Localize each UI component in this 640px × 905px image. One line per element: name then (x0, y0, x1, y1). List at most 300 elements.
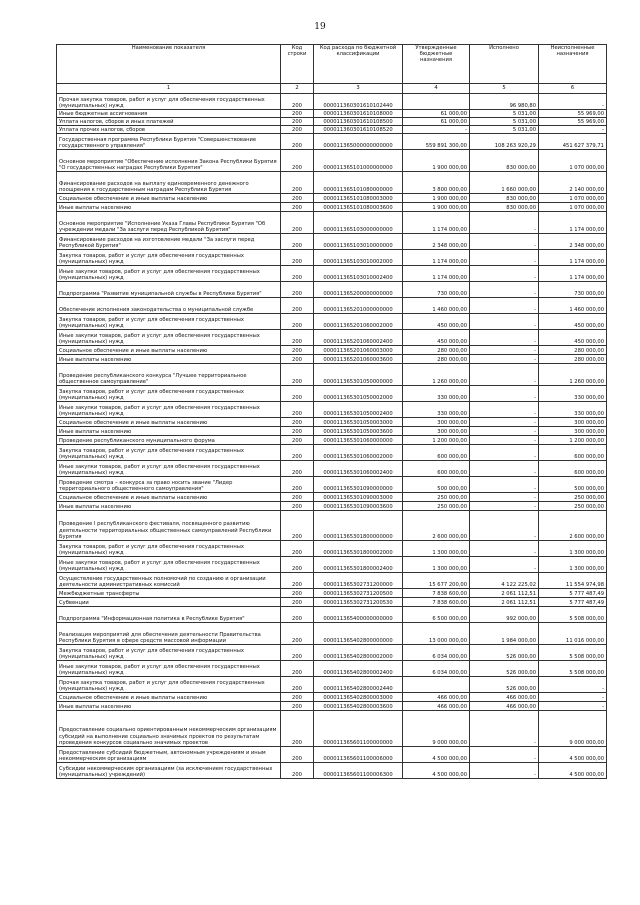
row-approved: 466 000,00 (403, 693, 470, 702)
row-line-code: 200 (281, 693, 314, 702)
row-line-code: 200 (281, 314, 314, 330)
row-name: Проведение республиканского муниципального форума (57, 436, 281, 445)
row-approved: 1 900 000,00 (403, 150, 470, 172)
row-executed: - (470, 402, 539, 418)
row-name: Закупка товаров, работ и услуг для обеспечения государственных (муниципальных) нужд (57, 445, 281, 461)
row-name: Межбюджетные трансферты (57, 589, 281, 598)
table-row (57, 234, 607, 250)
table-row (57, 330, 607, 346)
row-line-code: 200 (281, 364, 314, 386)
row-approved: 3 800 000,00 (403, 172, 470, 194)
table-row (57, 212, 607, 234)
row-expense-code: 000011365301060002000 (314, 445, 403, 461)
table-row (57, 250, 607, 266)
row-name: Социальное обеспечение и иные выплаты населению (57, 346, 281, 355)
table-row (57, 557, 607, 573)
table-row (57, 511, 607, 541)
table-row (57, 702, 607, 711)
row-unexecuted: 1 174 000,00 (539, 212, 607, 234)
table-row (57, 427, 607, 436)
row-approved: 1 260 000,00 (403, 364, 470, 386)
row-executed: - (470, 477, 539, 493)
row-executed: - (470, 364, 539, 386)
row-approved: 450 000,00 (403, 314, 470, 330)
row-executed: 96 980,80 (470, 94, 539, 110)
table-row (57, 194, 607, 203)
row-expense-code: 000011365301050003000 (314, 418, 403, 427)
row-unexecuted: 300 000,00 (539, 418, 607, 427)
row-name: Уплата прочих налогов, сборов (57, 126, 281, 134)
row-executed: 2 061 112,51 (470, 589, 539, 598)
row-name: Подпрограмма "Информационная политика в Республике Бурятия" (57, 607, 281, 623)
table-row (57, 203, 607, 212)
table-row (57, 150, 607, 172)
row-name: Иные выплаты населению (57, 427, 281, 436)
table-row (57, 346, 607, 355)
header-approved: Утвержденные бюджетные назначения (403, 45, 470, 84)
row-unexecuted: 1 200 000,00 (539, 436, 607, 445)
row-line-code: 200 (281, 702, 314, 711)
row-unexecuted: 300 000,00 (539, 427, 607, 436)
row-approved: 61 000,00 (403, 118, 470, 126)
row-line-code: 200 (281, 282, 314, 298)
row-approved: 6 500 000,00 (403, 607, 470, 623)
row-executed: - (470, 436, 539, 445)
row-expense-code: 000011365301050003600 (314, 427, 403, 436)
row-name: Закупка товаров, работ и услуг для обеспечения государственных (муниципальных) нужд (57, 314, 281, 330)
row-name: Подпрограмма "Развитие муниципальной службы в Республике Бурятия" (57, 282, 281, 298)
row-executed: - (470, 557, 539, 573)
page-number: 19 (314, 22, 326, 32)
row-unexecuted: 450 000,00 (539, 314, 607, 330)
table-row (57, 386, 607, 402)
row-expense-code: 000011365402800000000 (314, 623, 403, 645)
row-expense-code: 000011365302731200500 (314, 589, 403, 598)
row-approved: 61 000,00 (403, 110, 470, 118)
row-expense-code: 000011360301610108000 (314, 110, 403, 118)
row-line-code: 200 (281, 126, 314, 134)
row-name: Прочая закупка товаров, работ и услуг для обеспечения государственных (муниципальных) нужд (57, 94, 281, 110)
row-expense-code: 000011365402800002400 (314, 661, 403, 677)
row-approved: 6 034 000,00 (403, 645, 470, 661)
row-unexecuted: 1 070 000,00 (539, 150, 607, 172)
row-line-code: 200 (281, 194, 314, 203)
row-line-code: 200 (281, 436, 314, 445)
row-executed: 5 031,00 (470, 118, 539, 126)
row-expense-code: 000011365301050002000 (314, 386, 403, 402)
row-name: Субвенции (57, 598, 281, 607)
row-name: Иные бюджетные ассигнования (57, 110, 281, 118)
row-name: Социальное обеспечение и иные выплаты населению (57, 194, 281, 203)
row-name: Проведение I республиканского фестиваля, посвященного развитию деятельности территориальных общественных самоуправлений Республики Бурятия (57, 511, 281, 541)
row-executed: - (470, 314, 539, 330)
row-expense-code: 000011365302731200000 (314, 573, 403, 589)
row-expense-code: 000011365201060002000 (314, 314, 403, 330)
row-approved: 600 000,00 (403, 445, 470, 461)
table-row (57, 693, 607, 702)
row-line-code: 200 (281, 203, 314, 212)
row-name: Осуществление государственных полномочий по созданию и организации деятельности административных комиссий (57, 573, 281, 589)
row-line-code: 200 (281, 110, 314, 118)
row-approved: 1 900 000,00 (403, 194, 470, 203)
row-expense-code: 000011365302731200530 (314, 598, 403, 607)
row-unexecuted: 600 000,00 (539, 445, 607, 461)
table-row (57, 298, 607, 314)
row-name: Предоставление социально ориентированным некоммерческим организациям субсидий на выполнение социально значимых проектов по результатам проведения конкурсов социально значимых проектов (57, 711, 281, 747)
row-line-code: 200 (281, 402, 314, 418)
column-number: 2 (281, 84, 314, 94)
row-name: Иные выплаты населению (57, 702, 281, 711)
row-line-code: 200 (281, 150, 314, 172)
row-line-code: 200 (281, 763, 314, 779)
row-expense-code: 000011365400000000000 (314, 607, 403, 623)
row-executed: 5 031,00 (470, 110, 539, 118)
row-name: Закупка товаров, работ и услуг для обеспечения государственных (муниципальных) нужд (57, 645, 281, 661)
row-unexecuted: 450 000,00 (539, 330, 607, 346)
row-expense-code: 000011365301050000000 (314, 364, 403, 386)
row-line-code: 200 (281, 557, 314, 573)
row-expense-code: 000011365101080000000 (314, 172, 403, 194)
row-line-code: 200 (281, 94, 314, 110)
row-name: Иные закупки товаров, работ и услуг для обеспечения государственных (муниципальных) нужд (57, 661, 281, 677)
row-name: Закупка товаров, работ и услуг для обеспечения государственных (муниципальных) нужд (57, 250, 281, 266)
row-executed: 2 061 112,51 (470, 598, 539, 607)
table-row (57, 126, 607, 134)
row-unexecuted: 1 260 000,00 (539, 364, 607, 386)
row-executed: 466 000,00 (470, 693, 539, 702)
table-row (57, 436, 607, 445)
row-unexecuted: 600 000,00 (539, 461, 607, 477)
header-indicator-name: Наименование показателя (57, 45, 281, 84)
column-number: 6 (539, 84, 607, 94)
row-name: Социальное обеспечение и иные выплаты населению (57, 493, 281, 502)
row-approved: 1 174 000,00 (403, 250, 470, 266)
row-unexecuted: 1 300 000,00 (539, 557, 607, 573)
row-name: Социальное обеспечение и иные выплаты населению (57, 693, 281, 702)
row-unexecuted: 280 000,00 (539, 355, 607, 364)
table-row (57, 711, 607, 747)
table-row (57, 418, 607, 427)
row-unexecuted: - (539, 126, 607, 134)
row-executed: 526 000,00 (470, 677, 539, 693)
table-row (57, 645, 607, 661)
row-line-code: 200 (281, 623, 314, 645)
table-body (57, 94, 607, 779)
row-line-code: 200 (281, 330, 314, 346)
row-name: Финансирование расходов на выплату единовременного денежного поощрения к государственным наградам Республики Бурятия (57, 172, 281, 194)
column-number-row (57, 84, 607, 94)
header-row (57, 45, 607, 84)
row-approved: 1 300 000,00 (403, 557, 470, 573)
row-line-code: 200 (281, 598, 314, 607)
row-unexecuted: 730 000,00 (539, 282, 607, 298)
table-row (57, 607, 607, 623)
row-line-code: 200 (281, 298, 314, 314)
row-executed: - (470, 747, 539, 763)
row-unexecuted: 4 500 000,00 (539, 747, 607, 763)
row-name: Основное мероприятие "Обеспечение исполнения Закона Республики Бурятия "О государственных наградах Республики Бурятия" (57, 150, 281, 172)
row-name: Проведение республиканского конкурса "Лучшее территориальное общественное самоуправление" (57, 364, 281, 386)
row-unexecuted: - (539, 702, 607, 711)
row-executed: 5 031,00 (470, 126, 539, 134)
row-approved: 15 677 200,00 (403, 573, 470, 589)
row-executed: - (470, 234, 539, 250)
table-row (57, 677, 607, 693)
row-expense-code: 000011365601100006300 (314, 763, 403, 779)
row-line-code: 200 (281, 502, 314, 511)
table-row (57, 172, 607, 194)
row-unexecuted: 280 000,00 (539, 346, 607, 355)
row-expense-code: 000011365301060002400 (314, 461, 403, 477)
row-executed: - (470, 250, 539, 266)
row-expense-code: 000011365301090003600 (314, 502, 403, 511)
row-unexecuted: 5 777 487,49 (539, 598, 607, 607)
row-name: Социальное обеспечение и иные выплаты населению (57, 418, 281, 427)
row-name: Иные закупки товаров, работ и услуг для обеспечения государственных (муниципальных) нужд (57, 266, 281, 282)
row-unexecuted: 2 348 000,00 (539, 234, 607, 250)
row-line-code: 200 (281, 493, 314, 502)
row-line-code: 200 (281, 355, 314, 364)
row-approved: 280 000,00 (403, 355, 470, 364)
row-approved: 559 891 300,00 (403, 134, 470, 150)
row-executed: 4 122 225,02 (470, 573, 539, 589)
row-unexecuted: 5 508 000,00 (539, 645, 607, 661)
row-approved (403, 94, 470, 110)
row-executed: 466 000,00 (470, 702, 539, 711)
row-approved: - (403, 126, 470, 134)
table-row (57, 402, 607, 418)
budget-execution-table (56, 44, 607, 779)
row-line-code: 200 (281, 711, 314, 747)
table-row (57, 282, 607, 298)
row-unexecuted: 330 000,00 (539, 402, 607, 418)
row-executed: - (470, 346, 539, 355)
row-approved: 600 000,00 (403, 461, 470, 477)
row-line-code: 200 (281, 477, 314, 493)
table-row (57, 118, 607, 126)
row-approved: 1 174 000,00 (403, 266, 470, 282)
row-executed: - (470, 541, 539, 557)
row-expense-code: 000011365103010000000 (314, 234, 403, 250)
row-unexecuted: 250 000,00 (539, 493, 607, 502)
row-expense-code: 000011365402800002440 (314, 677, 403, 693)
row-line-code: 200 (281, 250, 314, 266)
row-expense-code: 000011360301610108500 (314, 118, 403, 126)
row-expense-code: 000011365101080003000 (314, 194, 403, 203)
row-expense-code: 000011365301050002400 (314, 402, 403, 418)
row-executed: 992 000,00 (470, 607, 539, 623)
table-row (57, 266, 607, 282)
row-unexecuted: 1 460 000,00 (539, 298, 607, 314)
row-executed: 526 000,00 (470, 661, 539, 677)
row-line-code: 200 (281, 445, 314, 461)
row-unexecuted: 1 174 000,00 (539, 250, 607, 266)
row-line-code: 200 (281, 134, 314, 150)
row-unexecuted: 2 140 000,00 (539, 172, 607, 194)
row-unexecuted: 2 600 000,00 (539, 511, 607, 541)
table-row (57, 110, 607, 118)
row-name: Субсидии некоммерческим организациям (за исключением государственных (муниципальных) учреждений) (57, 763, 281, 779)
row-name: Иные закупки товаров, работ и услуг для обеспечения государственных (муниципальных) нужд (57, 402, 281, 418)
row-executed: 1 984 000,00 (470, 623, 539, 645)
table-row (57, 364, 607, 386)
column-number: 5 (470, 84, 539, 94)
row-expense-code: 000011365201060002400 (314, 330, 403, 346)
row-line-code: 200 (281, 427, 314, 436)
row-approved: 250 000,00 (403, 493, 470, 502)
row-expense-code: 000011365200000000000 (314, 282, 403, 298)
table-row (57, 661, 607, 677)
row-expense-code: 000011365601100000000 (314, 711, 403, 747)
table-row (57, 493, 607, 502)
row-unexecuted: 5 508 000,00 (539, 661, 607, 677)
row-executed: - (470, 502, 539, 511)
table-row (57, 355, 607, 364)
row-executed: 526 000,00 (470, 645, 539, 661)
row-approved: 730 000,00 (403, 282, 470, 298)
row-unexecuted: 1 300 000,00 (539, 541, 607, 557)
row-expense-code: 000011365601100006000 (314, 747, 403, 763)
row-executed: 830 000,00 (470, 203, 539, 212)
row-executed: - (470, 266, 539, 282)
row-unexecuted: 500 000,00 (539, 477, 607, 493)
row-name: Иные выплаты населению (57, 502, 281, 511)
row-expense-code: 000011365103010002400 (314, 266, 403, 282)
column-number: 4 (403, 84, 470, 94)
row-approved: 13 000 000,00 (403, 623, 470, 645)
row-unexecuted: 9 000 000,00 (539, 711, 607, 747)
row-executed: - (470, 418, 539, 427)
table-row (57, 623, 607, 645)
row-approved: 9 000 000,00 (403, 711, 470, 747)
row-approved: 500 000,00 (403, 477, 470, 493)
table-row (57, 477, 607, 493)
row-approved: 2 348 000,00 (403, 234, 470, 250)
row-executed: - (470, 427, 539, 436)
row-unexecuted: - (539, 677, 607, 693)
row-approved: 4 500 000,00 (403, 763, 470, 779)
row-name: Иные закупки товаров, работ и услуг для обеспечения государственных (муниципальных) нужд (57, 461, 281, 477)
table-row (57, 541, 607, 557)
row-expense-code: 000011365301090003000 (314, 493, 403, 502)
row-approved: 1 200 000,00 (403, 436, 470, 445)
row-name: Реализация мероприятий для обеспечения деятельности Правительства Республики Бурятия в сфере средств массовой информации (57, 623, 281, 645)
row-expense-code: 000011365301060000000 (314, 436, 403, 445)
row-executed: 1 660 000,00 (470, 172, 539, 194)
row-line-code: 200 (281, 346, 314, 355)
row-approved: 330 000,00 (403, 386, 470, 402)
row-expense-code: 000011365101080003600 (314, 203, 403, 212)
column-number: 3 (314, 84, 403, 94)
row-executed: - (470, 386, 539, 402)
row-expense-code: 000011365301800002400 (314, 557, 403, 573)
row-approved: 250 000,00 (403, 502, 470, 511)
row-approved: 280 000,00 (403, 346, 470, 355)
row-expense-code: 000011365402800003600 (314, 702, 403, 711)
row-line-code: 200 (281, 266, 314, 282)
row-line-code: 200 (281, 418, 314, 427)
row-name: Проведение смотра – конкурса за право носить звание "Лидер территориального общественного самоуправления" (57, 477, 281, 493)
row-name: Финансирование расходов на изготовление медали "За заслуги перед Республикой Бурятия" (57, 234, 281, 250)
row-executed: 108 263 920,29 (470, 134, 539, 150)
table-row (57, 598, 607, 607)
row-unexecuted: 250 000,00 (539, 502, 607, 511)
row-unexecuted: 1 070 000,00 (539, 203, 607, 212)
row-name: Закупка товаров, работ и услуг для обеспечения государственных (муниципальных) нужд (57, 541, 281, 557)
row-expense-code: 000011365000000000000 (314, 134, 403, 150)
row-approved: 7 838 600,00 (403, 589, 470, 598)
row-name: Иные выплаты населению (57, 355, 281, 364)
row-line-code: 200 (281, 212, 314, 234)
row-unexecuted: 1 174 000,00 (539, 266, 607, 282)
row-expense-code: 000011365103000000000 (314, 212, 403, 234)
row-line-code: 200 (281, 118, 314, 126)
row-name: Предоставление субсидий бюджетным, автономным учреждениям и иным некоммерческим организациям (57, 747, 281, 763)
header-unexecuted: Неисполненные назначения (539, 45, 607, 84)
row-unexecuted: 5 508 000,00 (539, 607, 607, 623)
row-unexecuted: 5 777 487,49 (539, 589, 607, 598)
row-expense-code: 000011365201000000000 (314, 298, 403, 314)
row-line-code: 200 (281, 573, 314, 589)
row-approved: 6 034 000,00 (403, 661, 470, 677)
row-expense-code: 000011365201060003600 (314, 355, 403, 364)
row-executed: - (470, 511, 539, 541)
row-unexecuted: 330 000,00 (539, 386, 607, 402)
row-approved: 466 000,00 (403, 702, 470, 711)
row-line-code: 200 (281, 461, 314, 477)
row-approved: 1 900 000,00 (403, 203, 470, 212)
row-approved: 1 300 000,00 (403, 541, 470, 557)
row-name: Прочая закупка товаров, работ и услуг для обеспечения государственных (муниципальных) нужд (57, 677, 281, 693)
row-line-code: 200 (281, 677, 314, 693)
row-unexecuted: 11 554 974,98 (539, 573, 607, 589)
row-name: Закупка товаров, работ и услуг для обеспечения государственных (муниципальных) нужд (57, 386, 281, 402)
table-row (57, 134, 607, 150)
row-unexecuted: - (539, 693, 607, 702)
row-name: Обеспечение исполнения законодательства о муниципальной службе (57, 298, 281, 314)
row-unexecuted: 1 070 000,00 (539, 194, 607, 203)
table-row (57, 589, 607, 598)
row-expense-code: 000011365402800003000 (314, 693, 403, 702)
row-approved: 1 460 000,00 (403, 298, 470, 314)
row-executed: 830 000,00 (470, 194, 539, 203)
row-executed: - (470, 212, 539, 234)
row-line-code: 200 (281, 645, 314, 661)
row-expense-code: 000011365402800002000 (314, 645, 403, 661)
table-row (57, 314, 607, 330)
row-approved: 300 000,00 (403, 427, 470, 436)
row-name: Уплата налогов, сборов и иных платежей (57, 118, 281, 126)
row-unexecuted: 451 627 379,71 (539, 134, 607, 150)
row-executed: 830 000,00 (470, 150, 539, 172)
row-unexecuted: 55 969,00 (539, 110, 607, 118)
row-executed: - (470, 711, 539, 747)
table-row (57, 94, 607, 110)
row-line-code: 200 (281, 661, 314, 677)
header-expense-code: Код расхода по бюджетной классификации (314, 45, 403, 84)
table-row (57, 747, 607, 763)
column-number: 1 (57, 84, 281, 94)
row-expense-code: 000011365301800002000 (314, 541, 403, 557)
row-unexecuted: - (539, 94, 607, 110)
table-row (57, 502, 607, 511)
table-row (57, 763, 607, 779)
row-unexecuted: 55 969,00 (539, 118, 607, 126)
table-row (57, 445, 607, 461)
row-expense-code: 000011360301610102440 (314, 94, 403, 110)
row-unexecuted: 11 016 000,00 (539, 623, 607, 645)
row-expense-code: 000011360301610108520 (314, 126, 403, 134)
